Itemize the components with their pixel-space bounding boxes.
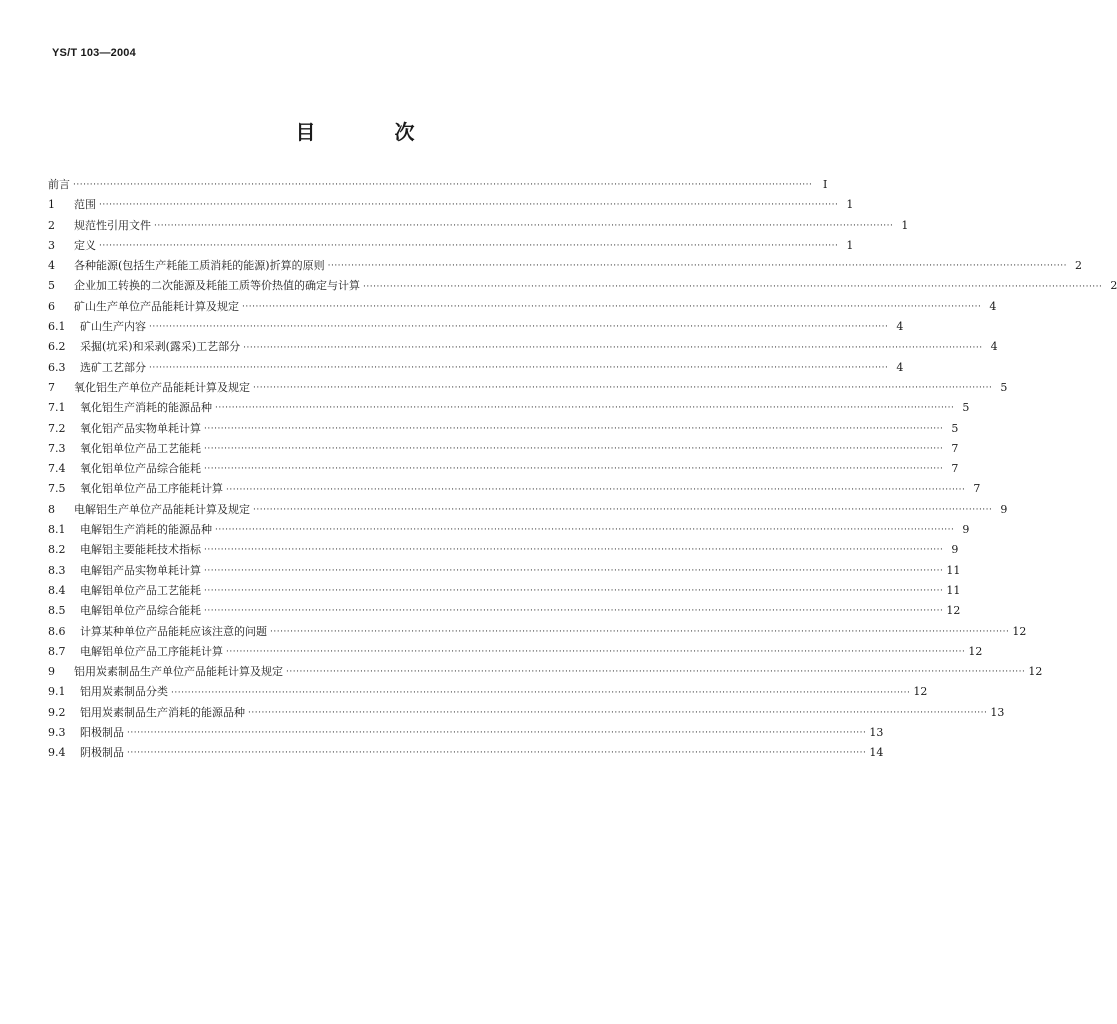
table-of-contents (48, 175, 1117, 764)
toc-entry[interactable] (48, 581, 961, 601)
toc-entry-page: 13 (990, 705, 1005, 719)
toc-entry-title: 电解铝单位产品工艺能耗 (80, 583, 201, 597)
dot-leader: ···························································································································································································································· (204, 444, 944, 454)
toc-entry-title: 定义 (74, 238, 96, 252)
toc-entry-title: 氧化铝单位产品综合能耗 (80, 462, 201, 476)
toc-entry[interactable] (48, 175, 828, 195)
toc-entry-title: 氧化铝单位产品工序能耗计算 (80, 482, 223, 496)
toc-entry-number: 7.4 (48, 462, 66, 476)
toc-entry[interactable] (48, 337, 998, 357)
toc-entry-number: 1 (48, 198, 55, 212)
toc-entry-number: 6 (48, 299, 55, 313)
toc-entry[interactable] (48, 682, 928, 702)
dot-leader: ···························································································································································································································· (204, 586, 944, 597)
dot-leader: ···························································································································································································································· (215, 403, 955, 414)
toc-entry-number: 8 (48, 502, 55, 516)
toc-entry[interactable] (48, 520, 970, 540)
toc-entry-title: 电解铝生产消耗的能源品种 (80, 523, 212, 537)
toc-entry-number: 9.4 (48, 746, 66, 760)
toc-entry-number: 7.5 (48, 482, 66, 496)
toc-entry-title: 氧化铝生产消耗的能源品种 (80, 401, 212, 415)
toc-entry-number: 7 (48, 380, 55, 394)
toc-entry-number: 9.1 (48, 685, 66, 699)
toc-entry-page: 12 (968, 644, 983, 658)
toc-entry-number: 3 (48, 238, 55, 252)
toc-entry-number: 8.6 (48, 624, 66, 638)
toc-entry-page: 7 (973, 482, 981, 496)
toc-entry-title: 铝用炭素制品分类 (80, 685, 168, 699)
page-title: 目 次 (295, 120, 451, 144)
toc-entry-number: 6.1 (48, 320, 66, 334)
toc-entry[interactable] (48, 358, 904, 378)
toc-entry-page: 5 (962, 401, 970, 415)
toc-entry-page: 4 (896, 320, 904, 334)
toc-entry[interactable] (48, 662, 1043, 682)
toc-entry-title: 电解铝单位产品综合能耗 (80, 604, 201, 618)
toc-entry-title: 阳极制品 (80, 726, 124, 740)
toc-entry[interactable] (48, 276, 1117, 296)
toc-entry-number: 7.1 (48, 401, 66, 415)
toc-entry-page: 7 (951, 441, 959, 455)
toc-entry-number: 8.7 (48, 644, 66, 658)
toc-entry-page: 1 (901, 218, 909, 232)
toc-entry-number: 6.3 (48, 360, 66, 374)
toc-entry-title: 范围 (74, 198, 96, 212)
toc-entry[interactable] (48, 500, 1008, 520)
dot-leader: ···························································································································································································································· (149, 322, 889, 333)
dot-leader: ···························································································································································································································· (286, 667, 1026, 678)
toc-entry[interactable] (48, 723, 884, 743)
toc-entry-title: 铝用炭素制品生产单位产品能耗计算及规定 (74, 665, 283, 679)
toc-entry-page: 2 (1110, 279, 1117, 293)
toc-entry[interactable] (48, 398, 970, 418)
dot-leader: ···························································································································································································································· (204, 464, 944, 475)
toc-entry-number: 8.1 (48, 523, 66, 537)
dot-leader: ···························································································································································································································· (243, 342, 983, 353)
dot-leader: ···························································································································································································································· (242, 301, 982, 312)
toc-entry-number: 7.2 (48, 421, 66, 435)
toc-entry-title: 各种能源(包括生产耗能工质消耗的能源)折算的原则 (74, 259, 325, 273)
toc-entry-title: 电解铝单位产品工序能耗计算 (80, 644, 223, 658)
dot-leader: ···························································································································································································································· (248, 707, 988, 718)
toc-entry[interactable] (48, 419, 959, 439)
toc-entry-number: 2 (48, 218, 55, 232)
toc-entry-title: 氧化铝单位产品工艺能耗 (80, 441, 201, 455)
toc-entry-title: 计算某种单位产品能耗应该注意的问题 (80, 624, 267, 638)
toc-entry-title: 矿山生产内容 (80, 320, 146, 334)
toc-entry-page: 5 (1000, 380, 1008, 394)
toc-entry[interactable] (48, 479, 981, 499)
toc-entry-number: 7.3 (48, 441, 66, 455)
toc-entry-title: 规范性引用文件 (74, 218, 151, 232)
toc-entry-page: 4 (990, 340, 998, 354)
toc-entry-number: 8.4 (48, 583, 66, 597)
dot-leader: ···························································································································································································································· (226, 484, 966, 495)
toc-entry-number: 9.3 (48, 726, 66, 740)
dot-leader: ···························································································································································································································· (127, 748, 867, 759)
toc-entry[interactable] (48, 195, 854, 215)
dot-leader: ···························································································································································································································· (327, 261, 1067, 272)
toc-entry-page: 5 (951, 421, 959, 435)
toc-entry-page: 12 (1028, 665, 1043, 679)
dot-leader: ···························································································································································································································· (204, 545, 944, 556)
toc-entry-number: 8.3 (48, 563, 66, 577)
toc-entry-title: 前言 (48, 178, 70, 191)
dot-leader: ···························································································································································································································· (149, 362, 889, 373)
dot-leader: ···························································································································································································································· (127, 728, 867, 739)
toc-entry[interactable] (48, 561, 961, 581)
dot-leader: ···························································································································································································································· (363, 281, 1103, 292)
toc-entry-title: 电解铝生产单位产品能耗计算及规定 (74, 502, 250, 516)
dot-leader: ···························································································································································································································· (204, 606, 944, 617)
dot-leader: ···························································································································································································································· (253, 504, 993, 515)
toc-entry-page: 9 (962, 523, 970, 537)
toc-entry-title: 选矿工艺部分 (80, 360, 146, 374)
dot-leader: ···························································································································································································································· (270, 626, 1010, 637)
standard-code: YS/T 103—2004 (52, 47, 136, 59)
toc-entry[interactable] (48, 540, 959, 560)
toc-entry[interactable] (48, 601, 961, 621)
dot-leader: ···························································································································································································································· (253, 383, 993, 394)
toc-entry-number: 9 (48, 665, 55, 679)
dot-leader: ···························································································································································································································· (204, 565, 944, 576)
toc-entry[interactable] (48, 317, 904, 337)
toc-entry-page: 12 (913, 685, 928, 699)
toc-entry-page: 12 (946, 604, 961, 618)
toc-entry[interactable] (48, 622, 1027, 642)
toc-entry[interactable] (48, 378, 1008, 398)
toc-entry[interactable] (48, 703, 1005, 723)
dot-leader: ···························································································································································································································· (204, 423, 944, 434)
toc-entry-page: 2 (1074, 259, 1082, 273)
dot-leader: ···························································································································································································································· (171, 687, 911, 698)
toc-entry[interactable] (48, 236, 854, 256)
toc-entry[interactable] (48, 216, 909, 236)
toc-entry-title: 电解铝主要能耗技术指标 (80, 543, 201, 557)
toc-entry-title: 铝用炭素制品生产消耗的能源品种 (80, 705, 245, 719)
toc-entry-number: 5 (48, 279, 55, 293)
toc-entry[interactable] (48, 297, 997, 317)
toc-entry-page: 9 (951, 543, 959, 557)
toc-entry-page: 13 (869, 726, 884, 740)
toc-entry-number: 8.5 (48, 604, 66, 618)
toc-entry-title: 阴极制品 (80, 746, 124, 760)
dot-leader: ···························································································································································································································· (99, 241, 839, 252)
dot-leader: ···························································································································································································································· (226, 646, 966, 657)
toc-entry-page: 7 (951, 462, 959, 476)
toc-entry-title: 电解铝产品实物单耗计算 (80, 563, 201, 577)
toc-entry-title: 氧化铝产品实物单耗计算 (80, 421, 201, 435)
toc-entry[interactable] (48, 743, 884, 763)
toc-entry-page: 1 (846, 238, 854, 252)
toc-entry-number: 9.2 (48, 705, 66, 719)
dot-leader: ···························································································································································································································· (99, 200, 839, 211)
toc-entry-page: 1 (846, 198, 854, 212)
toc-entry-title: 氧化铝生产单位产品能耗计算及规定 (74, 380, 250, 394)
dot-leader: ···························································································································································································································· (215, 525, 955, 536)
toc-entry-number: 4 (48, 259, 55, 273)
toc-entry-title: 采掘(坑采)和采剥(露采)工艺部分 (80, 340, 241, 354)
toc-entry[interactable] (48, 459, 959, 479)
toc-entry-page: 11 (946, 583, 961, 597)
toc-entry-title: 矿山生产单位产品能耗计算及规定 (74, 299, 239, 313)
toc-entry-number: 8.2 (48, 543, 66, 557)
dot-leader: ···························································································································································································································· (73, 180, 813, 191)
toc-entry-page: 9 (1000, 502, 1008, 516)
toc-entry-page: 14 (869, 746, 884, 760)
toc-entry-page: 4 (896, 360, 904, 374)
toc-entry[interactable] (48, 256, 1082, 276)
toc-entry-page: 12 (1012, 624, 1027, 638)
dot-leader: ···························································································································································································································· (154, 220, 894, 231)
toc-entry-title: 企业加工转换的二次能源及耗能工质等价热值的确定与计算 (74, 279, 360, 293)
toc-entry[interactable] (48, 439, 959, 459)
toc-entry-page: I (823, 178, 828, 191)
toc-entry-page: 4 (989, 299, 997, 313)
toc-entry-page: 11 (946, 563, 961, 577)
toc-entry-number: 6.2 (48, 340, 66, 354)
toc-entry[interactable] (48, 642, 983, 662)
